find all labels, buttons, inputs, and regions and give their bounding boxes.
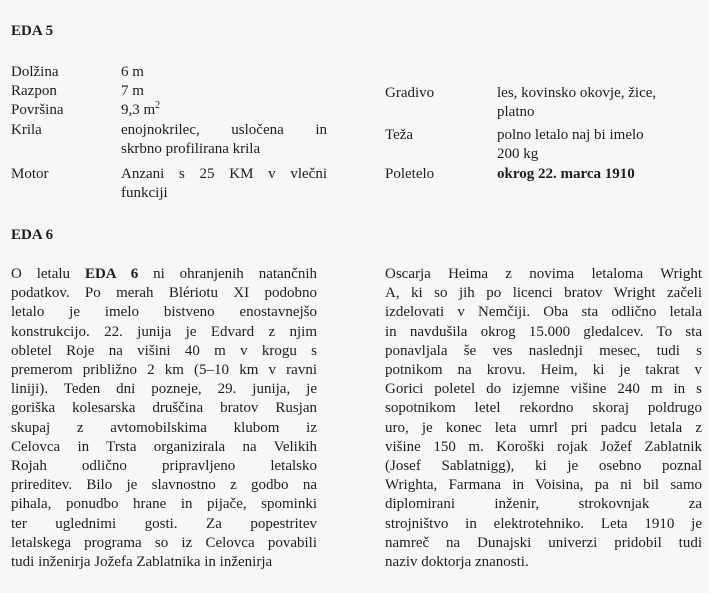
body-line: konstrukcijo. 22. junija je Edvard z njim: [11, 323, 317, 340]
body-line-bold-name: EDA 6: [84, 266, 139, 282]
spec-value-area: [121, 101, 327, 120]
body-line: uro, je konec leta umrl pri padcu letala z: [385, 419, 702, 436]
body-line: [11, 265, 317, 284]
body-line: Wrighta, Farmana in Voisina, pa ni bil samo: [385, 477, 702, 494]
spec-label-wings: Krila: [11, 122, 42, 138]
spec-value-engine-line: Anzani s 25 KM v vlečni: [121, 166, 327, 182]
spec-value-length: 6 m: [121, 64, 144, 80]
body-line: strojništvo in elektrotehniko. Leta 1910 je: [385, 515, 702, 532]
body-line: prireditev. Bilo je slavnostno z godbo na: [11, 477, 317, 494]
spec-value-material: [497, 84, 700, 122]
spec-label-span: Razpon: [11, 83, 57, 99]
body-line: (Josef Sablatnigg), ki je osebno poznal: [385, 458, 702, 475]
body-line: sopotnikom letel rekordno skoraj poldrugo: [385, 400, 702, 417]
spec-value-area-number: 9,3 m: [121, 102, 156, 118]
spec-value-span: 7 m: [121, 83, 144, 99]
spec-value-weight-line: 200 kg: [497, 146, 539, 162]
eda6-body-left-column: [11, 265, 317, 572]
body-line: višine 150 m. Koroški rojak Jožef Zablatnik: [385, 438, 702, 455]
body-line: namreč na Dunajski univerzi pridobil tudi: [385, 534, 702, 551]
body-line: Oscarja Heima z novima letaloma Wright: [385, 266, 702, 282]
body-line: Rojah odlično pripravljeno letalsko: [11, 458, 317, 475]
body-line: letalo je imelo bistveno enostavnejšo: [11, 304, 317, 321]
body-line: Gorici poletel do izjemne višine 240 m in s: [385, 381, 702, 398]
eda5-spec-table-right: [385, 84, 700, 194]
body-line: A, ki so jih po licenci bratov Wright začeli: [385, 285, 702, 302]
spec-label-material: Gradivo: [385, 85, 435, 101]
spec-label-flown: Poletelo: [385, 166, 435, 182]
body-line: diplomirani inženir, strokovnjak za: [385, 496, 702, 513]
body-line: tudi inženirja Jožefa Zablatnika in inženirja: [11, 554, 273, 571]
spec-value-material-line: platno: [497, 104, 535, 120]
body-line: goriška kolesarska druščina bratov Rusjan: [11, 400, 317, 417]
body-line-text: O letalu: [11, 266, 85, 282]
body-line: naziv doktorja znanosti.: [385, 554, 529, 571]
section-heading-eda5: EDA 5: [11, 23, 54, 39]
spec-value-engine-line: funkciji: [121, 185, 168, 201]
spec-value-engine: [121, 165, 327, 203]
spec-label-engine: Motor: [11, 166, 49, 182]
spec-label-weight: Teža: [385, 127, 414, 143]
spec-value-flown: okrog 22. marca 1910: [497, 166, 635, 182]
body-line: in navdušila okrog 15.000 gledalcev. To sta: [385, 323, 702, 340]
body-line: ponavljala še ves naslednji mesec, tudi s: [385, 342, 702, 359]
section-heading-eda6: EDA 6: [11, 227, 54, 243]
body-line: skupaj z avtomobilskima klubom iz: [11, 419, 317, 436]
spec-label-length: Dolžina: [11, 64, 59, 80]
body-line: Celovca in Trsta organizirala na Velikih: [11, 438, 317, 455]
spec-value-weight: [497, 126, 700, 164]
spec-value-wings-line: skrbno profilirana krila: [121, 141, 261, 157]
body-line: ter uglednimi gosti. Za popestritev: [11, 515, 317, 532]
body-line: podatkov. Po merah Blériotu XI podobno: [11, 285, 317, 302]
body-line-text: ni ohranjenih natančnih: [138, 266, 318, 282]
body-line: potnikom na krovu. Heim, ki je takrat v: [385, 362, 702, 379]
spec-value-area-exponent: 2: [155, 100, 161, 111]
spec-value-weight-line: polno letalo naj bi imelo: [497, 127, 644, 143]
body-line: pihala, ponudbo hrane in pijače, spominki: [11, 496, 317, 513]
body-line: premerom približno 2 km (5–10 km v ravni: [11, 362, 317, 379]
spec-value-wings: [121, 121, 327, 159]
body-line: liniji). Teden dni pozneje, 29. junija, je: [11, 381, 317, 398]
body-line: izdelovati v Nemčiji. Oba sta odlično letala: [385, 304, 702, 321]
body-line: obletel Roje na višini 40 m v krogu s: [11, 342, 317, 359]
spec-value-wings-line: enojnokrilec, usločena in: [121, 122, 327, 138]
body-line: letalskega programa so iz Celovca povabili: [11, 534, 317, 551]
spec-value-material-line: les, kovinsko okovje, žice,: [497, 85, 657, 101]
eda5-spec-table-left: [11, 63, 341, 203]
eda6-body-right-column: [385, 265, 702, 572]
spec-label-area: Površina: [11, 102, 64, 118]
